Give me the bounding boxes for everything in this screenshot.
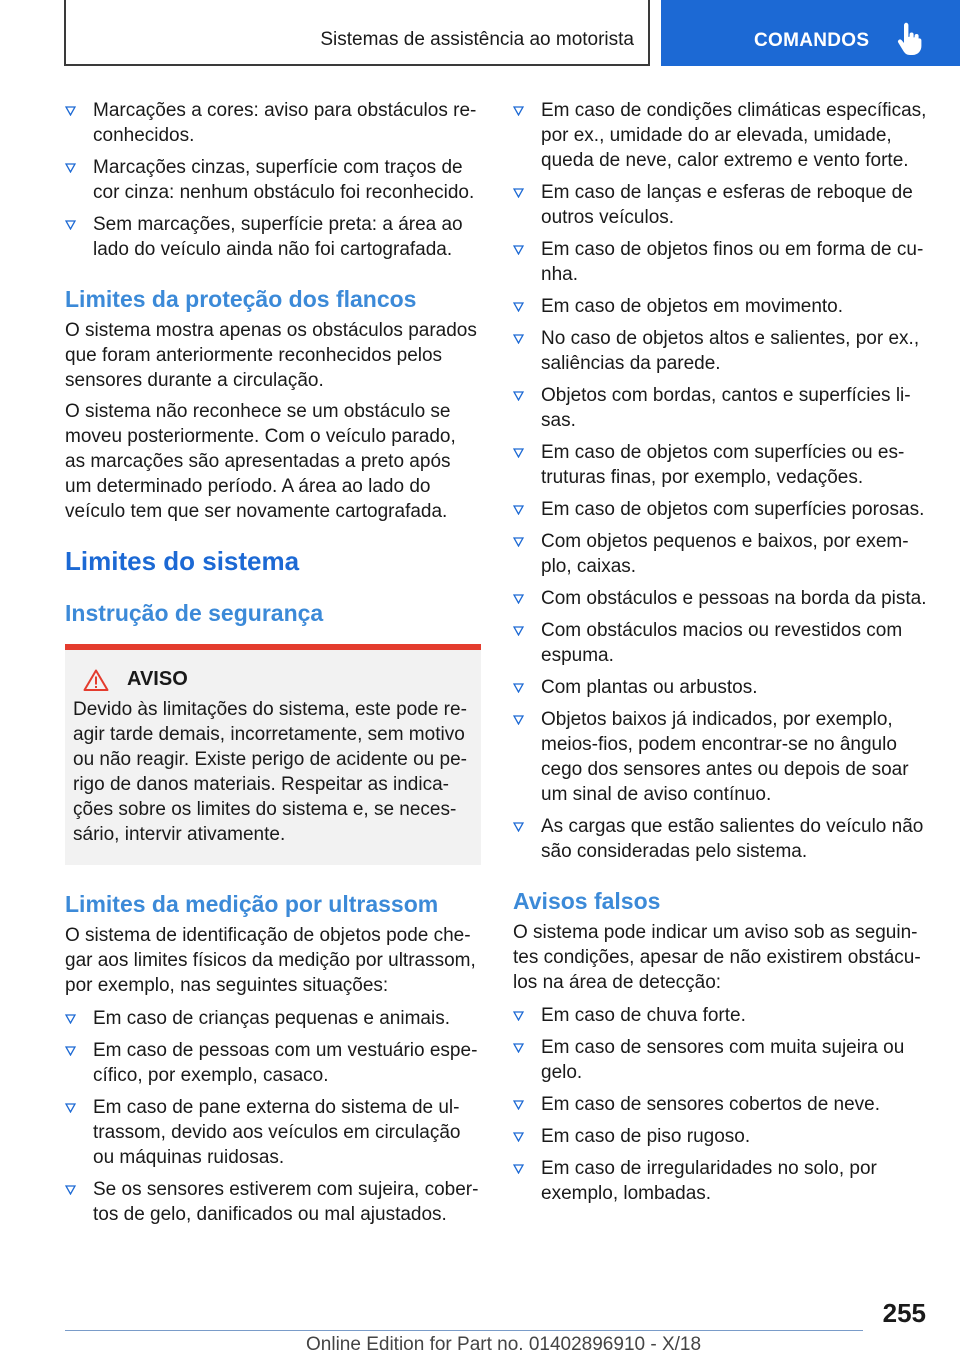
list-item: Em caso de condições climáticas específicas, por ex., umidade do ar elevada, umidade, queda de neve, calor extremo e vento forte.	[513, 98, 928, 173]
list-item: Em caso de crianças pequenas e animais.	[65, 1006, 481, 1031]
bullet-triangle-icon	[513, 626, 524, 636]
bullet-triangle-icon	[513, 505, 524, 515]
bullet-triangle-icon	[65, 1014, 76, 1024]
list-item: Em caso de lanças e esferas de reboque de outros veículos.	[513, 180, 928, 230]
flank-paragraph-1: O sistema mostra apenas os obstáculos parados que foram anteriormente reconhecidos pelos sensores durante a circulação.	[65, 320, 477, 391]
intro-list	[65, 98, 481, 262]
bullet-triangle-icon	[65, 1185, 76, 1195]
bullet-triangle-icon	[513, 1164, 524, 1174]
list-item: Em caso de piso rugoso.	[513, 1124, 928, 1149]
list-item: Em caso de chuva forte.	[513, 1003, 928, 1028]
bullet-triangle-icon	[513, 537, 524, 547]
list-item: Sem marcações, superfície preta: a área ao lado do veículo ainda não foi cartografada.	[65, 212, 481, 262]
controls-tab-label: COMANDOS	[754, 30, 870, 51]
header-section-box	[64, 0, 650, 66]
false-warnings-heading: Avisos falsos	[513, 888, 661, 914]
bullet-triangle-icon	[513, 1100, 524, 1110]
list-item: Em caso de irregularidades no solo, por exemplo, lombadas.	[513, 1156, 928, 1206]
footer-divider	[65, 1330, 863, 1331]
flank-paragraph-2: O sistema não reconhece se um obstáculo se moveu posteriormente. Com o veículo parado, as marcações são apresentadas a preto após um determinado período. A área ao lado do veículo tem que ser novamente cartografada.	[65, 401, 456, 522]
ultrasound-limits-heading: Limites da medição por ultrassom	[65, 891, 439, 917]
bullet-triangle-icon	[513, 1132, 524, 1142]
ultrasound-list-continued	[513, 98, 928, 864]
list-item: As cargas que estão salientes do veículo não são consideradas pelo sistema.	[513, 814, 928, 864]
list-item: Em caso de objetos finos ou em forma de cunha.	[513, 237, 928, 287]
list-item: Se os sensores estiverem com sujeira, cobertos de gelo, danificados ou mal ajustados.	[65, 1177, 481, 1227]
bullet-triangle-icon	[65, 163, 76, 173]
list-item: Em caso de pessoas com um vestuário específico, por exemplo, casaco.	[65, 1038, 481, 1088]
page-number: 255	[882, 1298, 926, 1328]
bullet-triangle-icon	[513, 715, 524, 725]
list-item: Em caso de objetos com superfícies ou estruturas finas, por exemplo, vedações.	[513, 440, 928, 490]
bullet-triangle-icon	[513, 1043, 524, 1053]
list-item: Em caso de pane externa do sistema de ultrassom, devido aos veículos em circulação ou máquinas ruidosas.	[65, 1095, 481, 1170]
bullet-triangle-icon	[513, 302, 524, 312]
list-item: Marcações a cores: aviso para obstáculos reconhecidos.	[65, 98, 481, 148]
system-limits-heading: Limites do sistema	[65, 546, 300, 576]
bullet-triangle-icon	[513, 188, 524, 198]
list-item: Marcações cinzas, superfície com traços de cor cinza: nenhum obstáculo foi reconhecido.	[65, 155, 481, 205]
bullet-triangle-icon	[65, 1103, 76, 1113]
bullet-triangle-icon	[513, 448, 524, 458]
bullet-triangle-icon	[513, 683, 524, 693]
false-warnings-paragraph: O sistema pode indicar um aviso sob as seguintes condições, apesar de não existirem obstáculos na área de detecção:	[513, 922, 921, 993]
bullet-triangle-icon	[513, 245, 524, 255]
warning-header	[73, 668, 473, 691]
bullet-triangle-icon	[65, 1046, 76, 1056]
list-item: Objetos com bordas, cantos e superfícies lisas.	[513, 383, 928, 433]
warning-body: Devido às limitações do sistema, este pode reagir tarde demais, incorretamente, sem motivo ou não reagir. Existe perigo de acidente ou perigo de danos materiais. Respeitar as indicações sobre os limites do sistema e, se necessário, intervir ativamente.	[73, 699, 467, 845]
section-title: Sistemas de assistência ao motorista	[320, 29, 634, 50]
list-item: Com obstáculos e pessoas na borda da pista.	[513, 586, 928, 611]
flank-limits-heading: Limites da proteção dos flancos	[65, 286, 417, 312]
bullet-triangle-icon	[513, 334, 524, 344]
list-item: Em caso de sensores cobertos de neve.	[513, 1092, 928, 1117]
list-item: No caso de objetos altos e salientes, por ex., saliências da parede.	[513, 326, 928, 376]
bullet-triangle-icon	[513, 1011, 524, 1021]
bullet-triangle-icon	[513, 594, 524, 604]
controls-tab[interactable]	[661, 0, 960, 66]
list-item: Com objetos pequenos e baixos, por exemplo, caixas.	[513, 529, 928, 579]
bullet-triangle-icon	[513, 391, 524, 401]
safety-heading: Instrução de segurança	[65, 600, 324, 626]
edition-text: Online Edition for Part no. 01402896910 - X/18	[306, 1334, 702, 1355]
right-column	[513, 98, 928, 1213]
ultrasound-list	[65, 1006, 481, 1227]
bullet-triangle-icon	[513, 822, 524, 832]
warning-box	[65, 644, 481, 865]
list-item: Em caso de sensores com muita sujeira ou gelo.	[513, 1035, 928, 1085]
hand-pointer-icon	[897, 22, 923, 56]
list-item: Em caso de objetos com superfícies porosas.	[513, 497, 928, 522]
warning-title: AVISO	[127, 668, 188, 690]
bullet-triangle-icon	[513, 106, 524, 116]
list-item: Com obstáculos macios ou revestidos com espuma.	[513, 618, 928, 668]
bullet-triangle-icon	[65, 220, 76, 230]
ultrasound-paragraph: O sistema de identificação de objetos pode chegar aos limites físicos da medição por ultrassom, por exemplo, nas seguintes situações:	[65, 925, 476, 996]
false-warnings-list	[513, 1003, 928, 1206]
list-item: Objetos baixos já indicados, por exemplo, meios-fios, podem encontrar-se no ângulo cego dos sensores antes ou depois de soar um sinal de aviso contínuo.	[513, 707, 928, 807]
bullet-triangle-icon	[65, 106, 76, 116]
left-column	[65, 98, 481, 1234]
warning-triangle-icon	[83, 669, 109, 691]
list-item: Com plantas ou arbustos.	[513, 675, 928, 700]
list-item: Em caso de objetos em movimento.	[513, 294, 928, 319]
